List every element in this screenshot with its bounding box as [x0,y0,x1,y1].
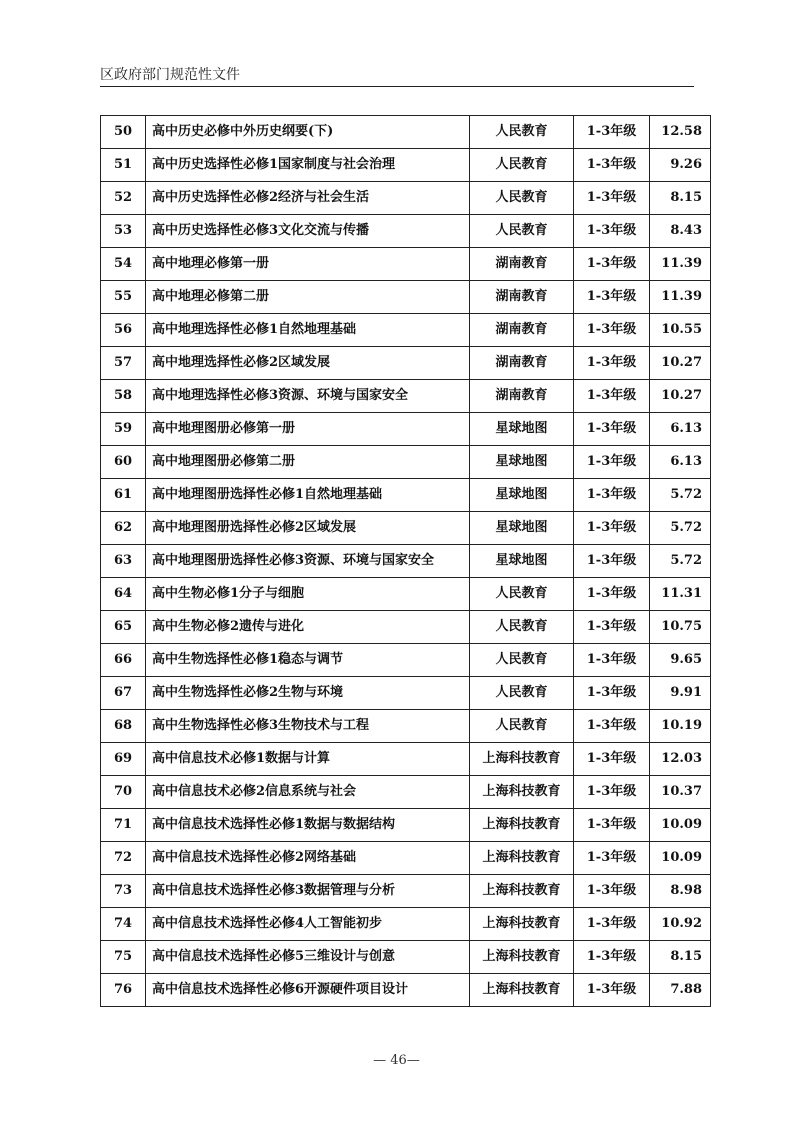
table-row [101,776,711,809]
table-row [101,677,711,710]
book-title-cell: 高中地理选择性必修3资源、环境与国家安全 [146,380,470,413]
book-title-cell: 高中信息技术选择性必修4人工智能初步 [146,908,470,941]
book-title-cell: 高中地理图册必修第二册 [146,446,470,479]
table-row [101,908,711,941]
table-row [101,842,711,875]
row-number-cell: 76 [101,974,146,1007]
row-number-cell: 58 [101,380,146,413]
table-row [101,644,711,677]
publisher-cell: 人民教育 [470,116,574,149]
book-title-cell: 高中地理图册选择性必修1自然地理基础 [146,479,470,512]
price-cell: 10.09 [650,842,711,875]
publisher-cell: 上海科技教育 [470,974,574,1007]
price-cell: 6.13 [650,413,711,446]
grade-range-cell: 1-3年级 [574,545,650,578]
publisher-cell: 星球地图 [470,545,574,578]
grade-range-cell: 1-3年级 [574,809,650,842]
row-number-cell: 73 [101,875,146,908]
table-row [101,281,711,314]
row-number-cell: 74 [101,908,146,941]
row-number-cell: 64 [101,578,146,611]
price-cell: 8.15 [650,941,711,974]
publisher-cell: 上海科技教育 [470,809,574,842]
book-title-cell: 高中地理选择性必修1自然地理基础 [146,314,470,347]
table-row [101,875,711,908]
table-row [101,248,711,281]
price-cell: 10.92 [650,908,711,941]
grade-range-cell: 1-3年级 [574,281,650,314]
table-row [101,743,711,776]
price-cell: 8.43 [650,215,711,248]
grade-range-cell: 1-3年级 [574,908,650,941]
publisher-cell: 湖南教育 [470,380,574,413]
grade-range-cell: 1-3年级 [574,512,650,545]
book-title-cell: 高中历史选择性必修1国家制度与社会治理 [146,149,470,182]
row-number-cell: 52 [101,182,146,215]
row-number-cell: 72 [101,842,146,875]
price-cell: 12.58 [650,116,711,149]
book-title-cell: 高中地理选择性必修2区域发展 [146,347,470,380]
publisher-cell: 上海科技教育 [470,941,574,974]
price-cell: 12.03 [650,743,711,776]
grade-range-cell: 1-3年级 [574,248,650,281]
book-title-cell: 高中生物选择性必修2生物与环境 [146,677,470,710]
book-title-cell: 高中地理图册必修第一册 [146,413,470,446]
table-row [101,215,711,248]
price-cell: 5.72 [650,479,711,512]
row-number-cell: 70 [101,776,146,809]
table-row [101,710,711,743]
price-cell: 10.27 [650,380,711,413]
grade-range-cell: 1-3年级 [574,611,650,644]
publisher-cell: 人民教育 [470,215,574,248]
publisher-cell: 星球地图 [470,479,574,512]
page-number: — 46— [373,1053,420,1068]
table-row [101,479,711,512]
book-title-cell: 高中信息技术选择性必修3数据管理与分析 [146,875,470,908]
grade-range-cell: 1-3年级 [574,446,650,479]
price-cell: 10.19 [650,710,711,743]
book-title-cell: 高中信息技术必修1数据与计算 [146,743,470,776]
row-number-cell: 50 [101,116,146,149]
table-row [101,974,711,1007]
row-number-cell: 67 [101,677,146,710]
publisher-cell: 人民教育 [470,578,574,611]
row-number-cell: 75 [101,941,146,974]
price-cell: 6.13 [650,446,711,479]
book-title-cell: 高中地理必修第一册 [146,248,470,281]
publisher-cell: 上海科技教育 [470,776,574,809]
publisher-cell: 人民教育 [470,644,574,677]
book-title-cell: 高中历史选择性必修2经济与社会生活 [146,182,470,215]
table-row [101,809,711,842]
grade-range-cell: 1-3年级 [574,974,650,1007]
book-title-cell: 高中信息技术选择性必修6开源硬件项目设计 [146,974,470,1007]
book-title-cell: 高中地理图册选择性必修3资源、环境与国家安全 [146,545,470,578]
grade-range-cell: 1-3年级 [574,215,650,248]
table-row [101,413,711,446]
book-title-cell: 高中历史必修中外历史纲要(下) [146,116,470,149]
row-number-cell: 66 [101,644,146,677]
publisher-cell: 湖南教育 [470,347,574,380]
publisher-cell: 星球地图 [470,413,574,446]
publisher-cell: 星球地图 [470,446,574,479]
row-number-cell: 57 [101,347,146,380]
publisher-cell: 星球地图 [470,512,574,545]
textbook-price-table [100,115,711,1007]
price-cell: 8.98 [650,875,711,908]
grade-range-cell: 1-3年级 [574,941,650,974]
price-cell: 10.55 [650,314,711,347]
grade-range-cell: 1-3年级 [574,776,650,809]
grade-range-cell: 1-3年级 [574,710,650,743]
row-number-cell: 68 [101,710,146,743]
publisher-cell: 上海科技教育 [470,842,574,875]
book-title-cell: 高中地理必修第二册 [146,281,470,314]
grade-range-cell: 1-3年级 [574,182,650,215]
row-number-cell: 61 [101,479,146,512]
grade-range-cell: 1-3年级 [574,314,650,347]
price-cell: 11.31 [650,578,711,611]
table-row [101,182,711,215]
grade-range-cell: 1-3年级 [574,413,650,446]
grade-range-cell: 1-3年级 [574,842,650,875]
book-title-cell: 高中生物选择性必修1稳态与调节 [146,644,470,677]
table-row [101,512,711,545]
table-row [101,611,711,644]
row-number-cell: 65 [101,611,146,644]
book-title-cell: 高中地理图册选择性必修2区域发展 [146,512,470,545]
grade-range-cell: 1-3年级 [574,479,650,512]
table-row [101,545,711,578]
row-number-cell: 54 [101,248,146,281]
table-row [101,314,711,347]
publisher-cell: 人民教育 [470,611,574,644]
row-number-cell: 53 [101,215,146,248]
table-row [101,347,711,380]
price-cell: 5.72 [650,545,711,578]
publisher-cell: 上海科技教育 [470,743,574,776]
price-cell: 5.72 [650,512,711,545]
table-body [101,116,711,1007]
row-number-cell: 60 [101,446,146,479]
book-title-cell: 高中生物必修1分子与细胞 [146,578,470,611]
publisher-cell: 人民教育 [470,149,574,182]
book-title-cell: 高中生物必修2遗传与进化 [146,611,470,644]
row-number-cell: 51 [101,149,146,182]
book-title-cell: 高中信息技术选择性必修2网络基础 [146,842,470,875]
grade-range-cell: 1-3年级 [574,347,650,380]
table-row [101,380,711,413]
publisher-cell: 上海科技教育 [470,908,574,941]
price-cell: 10.75 [650,611,711,644]
book-title-cell: 高中信息技术选择性必修5三维设计与创意 [146,941,470,974]
row-number-cell: 62 [101,512,146,545]
publisher-cell: 上海科技教育 [470,875,574,908]
row-number-cell: 71 [101,809,146,842]
row-number-cell: 63 [101,545,146,578]
grade-range-cell: 1-3年级 [574,116,650,149]
publisher-cell: 湖南教育 [470,281,574,314]
table-row [101,578,711,611]
price-cell: 9.65 [650,644,711,677]
price-cell: 11.39 [650,281,711,314]
publisher-cell: 人民教育 [470,677,574,710]
table-row [101,116,711,149]
price-cell: 8.15 [650,182,711,215]
row-number-cell: 69 [101,743,146,776]
grade-range-cell: 1-3年级 [574,743,650,776]
table-row [101,149,711,182]
price-cell: 9.26 [650,149,711,182]
publisher-cell: 湖南教育 [470,248,574,281]
price-cell: 9.91 [650,677,711,710]
price-cell: 11.39 [650,248,711,281]
grade-range-cell: 1-3年级 [574,149,650,182]
row-number-cell: 56 [101,314,146,347]
book-title-cell: 高中历史选择性必修3文化交流与传播 [146,215,470,248]
price-cell: 10.27 [650,347,711,380]
price-cell: 10.09 [650,809,711,842]
publisher-cell: 人民教育 [470,182,574,215]
grade-range-cell: 1-3年级 [574,875,650,908]
grade-range-cell: 1-3年级 [574,578,650,611]
book-title-cell: 高中生物选择性必修3生物技术与工程 [146,710,470,743]
header-divider [100,86,694,87]
grade-range-cell: 1-3年级 [574,644,650,677]
row-number-cell: 55 [101,281,146,314]
document-header: 区政府部门规范性文件 [100,67,240,83]
publisher-cell: 湖南教育 [470,314,574,347]
price-cell: 10.37 [650,776,711,809]
publisher-cell: 人民教育 [470,710,574,743]
table-row [101,941,711,974]
row-number-cell: 59 [101,413,146,446]
book-title-cell: 高中信息技术选择性必修1数据与数据结构 [146,809,470,842]
book-title-cell: 高中信息技术必修2信息系统与社会 [146,776,470,809]
price-cell: 7.88 [650,974,711,1007]
grade-range-cell: 1-3年级 [574,380,650,413]
table-row [101,446,711,479]
grade-range-cell: 1-3年级 [574,677,650,710]
